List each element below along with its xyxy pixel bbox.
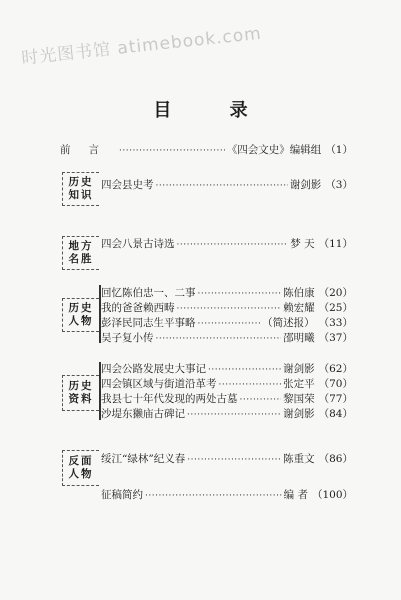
entry-title: 四会八景古诗选 bbox=[101, 238, 175, 250]
entry-author: 编 者 bbox=[283, 489, 308, 501]
toc-entry[interactable] bbox=[101, 453, 353, 467]
toc-entry[interactable] bbox=[101, 378, 353, 392]
entry-page: （62） bbox=[318, 363, 353, 375]
dot-leader bbox=[145, 490, 282, 503]
entry-page: （70） bbox=[318, 378, 353, 390]
dot-leader bbox=[156, 180, 288, 193]
dot-leader bbox=[198, 288, 282, 301]
toc-entry[interactable] bbox=[101, 408, 353, 422]
entry-author: 邵明曦 bbox=[283, 332, 315, 344]
entry-title: 沙堤东獭庙古碑记 bbox=[101, 408, 185, 420]
toc-entry[interactable] bbox=[101, 287, 353, 301]
entry-title: 征稿简约 bbox=[101, 489, 143, 501]
entry-page: （20） bbox=[318, 287, 353, 299]
entry-author: 谢剑影 bbox=[289, 179, 322, 191]
dot-leader bbox=[198, 318, 261, 331]
toc-entry[interactable] bbox=[101, 332, 353, 346]
toc-entry[interactable] bbox=[101, 238, 353, 252]
page-title: 目 录 bbox=[153, 100, 274, 121]
toc-entry[interactable] bbox=[101, 363, 353, 377]
entry-title: 四会公路发展史大事记 bbox=[101, 363, 206, 375]
entry-page: （84） bbox=[318, 408, 353, 420]
entry-page: （86） bbox=[318, 453, 353, 465]
entry-title: 绥江“绿林”纪义春 bbox=[101, 453, 186, 465]
entry-page: （3） bbox=[325, 179, 353, 191]
entry-author: 谢剑影 bbox=[283, 363, 315, 375]
toc-entry[interactable] bbox=[101, 393, 353, 407]
entry-title: 前言 bbox=[60, 144, 117, 156]
entry-author: 梦 天 bbox=[290, 238, 315, 250]
toc-entry[interactable] bbox=[101, 317, 353, 331]
entry-page: （37） bbox=[318, 332, 353, 344]
section-label-history-knowledge: 历史 知识 bbox=[62, 172, 99, 206]
entry-page: （1） bbox=[325, 144, 353, 156]
entry-title: 四会县史考 bbox=[101, 179, 154, 191]
entry-title: 彭泽民同志生平事略 bbox=[101, 317, 196, 329]
entry-author: 陈伯康 bbox=[283, 287, 315, 299]
toc-entry-closing[interactable] bbox=[101, 489, 353, 503]
entry-page: （100） bbox=[311, 489, 353, 501]
entry-author: 《四会文史》编辑组 bbox=[226, 144, 322, 156]
dot-leader bbox=[156, 333, 282, 346]
section-label-negative-figures: 反面 人物 bbox=[62, 450, 99, 486]
dot-leader bbox=[187, 409, 281, 422]
dot-leader bbox=[177, 303, 282, 316]
entry-author: 陈重文 bbox=[283, 453, 315, 465]
dot-leader bbox=[187, 454, 281, 467]
section-label-local-scenery: 地方 名胜 bbox=[62, 236, 99, 270]
entry-author: 黎国荣 bbox=[283, 393, 315, 405]
section-label-historical-materials: 历史 资料 bbox=[62, 375, 99, 411]
entry-page: （25） bbox=[318, 302, 353, 314]
dot-leader bbox=[208, 364, 281, 377]
entry-title: 我的爸爸赖西畴 bbox=[101, 302, 175, 314]
dot-leader bbox=[177, 239, 289, 252]
watermark: 时光图书馆 atimebook.com bbox=[20, 23, 263, 69]
entry-author: 赖宏耀 bbox=[283, 302, 315, 314]
toc-entry[interactable] bbox=[101, 302, 353, 316]
toc-entry-preface[interactable] bbox=[60, 144, 353, 158]
entry-author: 谢剑影 bbox=[283, 408, 315, 420]
entry-title: 四会镇区域与街道沿革考 bbox=[101, 378, 217, 390]
entry-title: 回忆陈伯忠一、二事 bbox=[101, 287, 196, 299]
entry-page: （11） bbox=[318, 238, 353, 250]
dot-leader bbox=[219, 379, 282, 392]
section-label-historical-figures: 历史 人物 bbox=[62, 298, 99, 332]
toc-entry[interactable] bbox=[101, 179, 353, 193]
entry-author: 张定平 bbox=[283, 378, 315, 390]
dot-leader bbox=[119, 145, 225, 158]
dot-leader bbox=[240, 394, 282, 407]
entry-title: 我县七十年代发现的两处古墓 bbox=[101, 393, 238, 405]
entry-title: 吴子复小传 bbox=[101, 332, 154, 344]
entry-page: （77） bbox=[318, 393, 353, 405]
entry-author: （简述报） bbox=[262, 317, 315, 329]
entry-page: （33） bbox=[318, 317, 353, 329]
